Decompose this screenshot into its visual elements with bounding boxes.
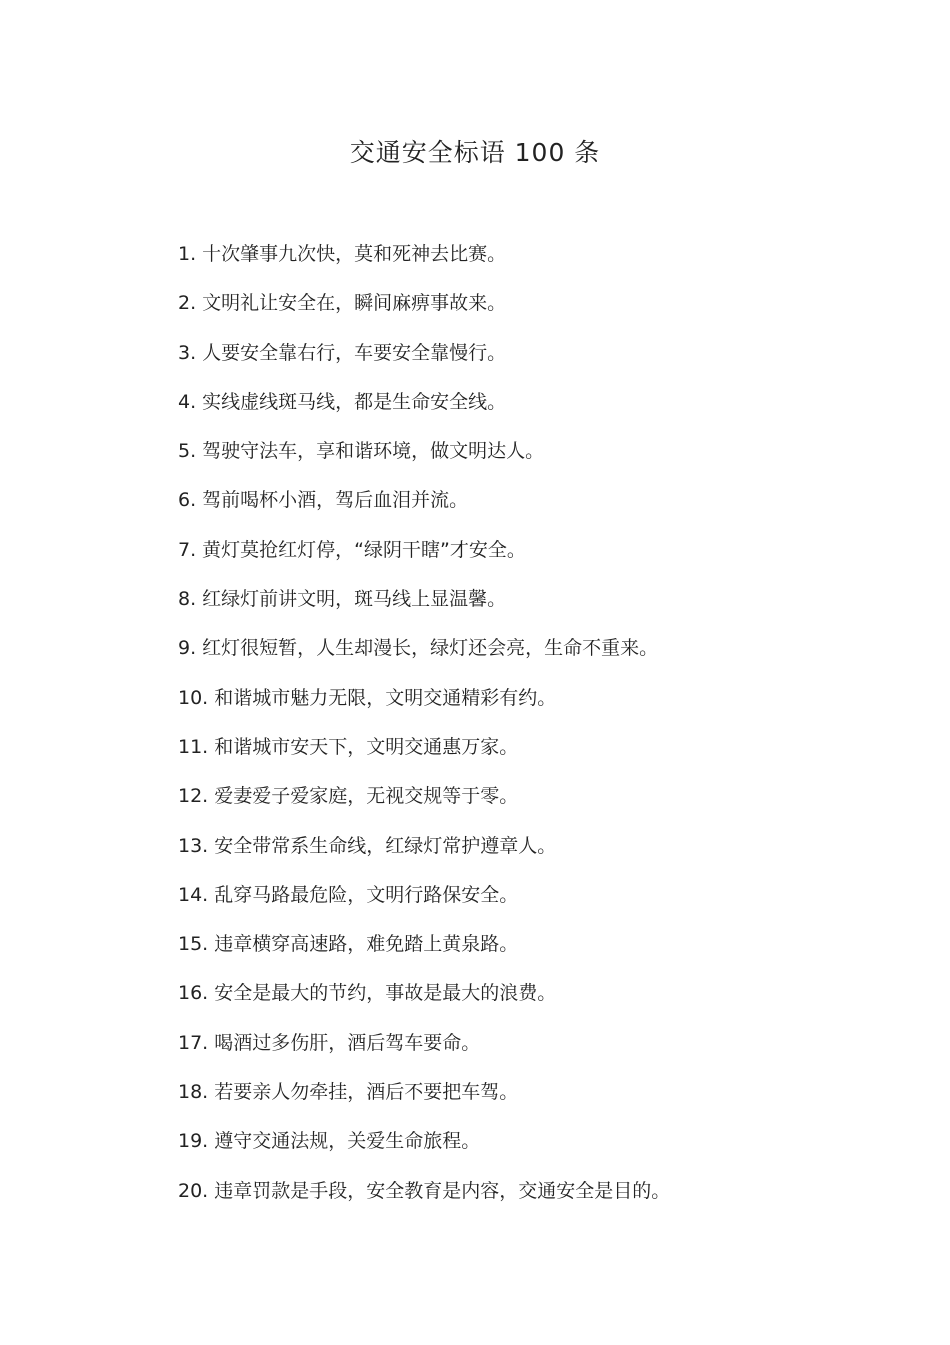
slogan-list [178,233,898,1219]
slogan-item: 12. 爱妻爱子爱家庭，无视交规等于零。 [178,785,519,808]
slogan-item: 11. 和谐城市安天下，文明交通惠万家。 [178,735,519,758]
slogan-item: 14. 乱穿马路最危险，文明行路保安全。 [178,883,519,906]
slogan-item: 6. 驾前喝杯小酒，驾后血泪并流。 [178,489,469,512]
slogan-item: 8. 红绿灯前讲文明，斑马线上显温馨。 [178,588,507,611]
slogan-item: 18. 若要亲人勿牵挂，酒后不要把车驾。 [178,1081,519,1104]
slogan-item: 20. 违章罚款是手段，安全教育是内容，交通安全是目的。 [178,1179,671,1202]
slogan-item: 9. 红灯很短暂，人生却漫长，绿灯还会亮，生命不重来。 [178,637,659,660]
slogan-item: 2. 文明礼让安全在，瞬间麻痹事故来。 [178,292,507,315]
slogan-item: 16. 安全是最大的节约，事故是最大的浪费。 [178,982,557,1005]
slogan-item: 17. 喝酒过多伤肝，酒后驾车要命。 [178,1031,481,1054]
slogan-item: 1. 十次肇事九次快，莫和死神去比赛。 [178,243,507,265]
slogan-item: 3. 人要安全靠右行，车要安全靠慢行。 [178,341,507,364]
slogan-item: 13. 安全带常系生命线，红绿灯常护遵章人。 [178,834,557,857]
slogan-item: 15. 违章横穿高速路，难免踏上黄泉路。 [178,933,519,956]
slogan-item: 5. 驾驶守法车，享和谐环境，做文明达人。 [178,440,545,463]
document-title: 交通安全标语 100 条 [349,137,601,167]
slogan-item: 7. 黄灯莫抢红灯停，“绿阴干瞎”才安全。 [178,538,526,561]
slogan-item: 19. 遵守交通法规，关爱生命旅程。 [178,1130,481,1153]
slogan-item: 10. 和谐城市魅力无限，文明交通精彩有约。 [178,686,557,709]
slogan-item: 4. 实线虚线斑马线，都是生命安全线。 [178,390,507,413]
